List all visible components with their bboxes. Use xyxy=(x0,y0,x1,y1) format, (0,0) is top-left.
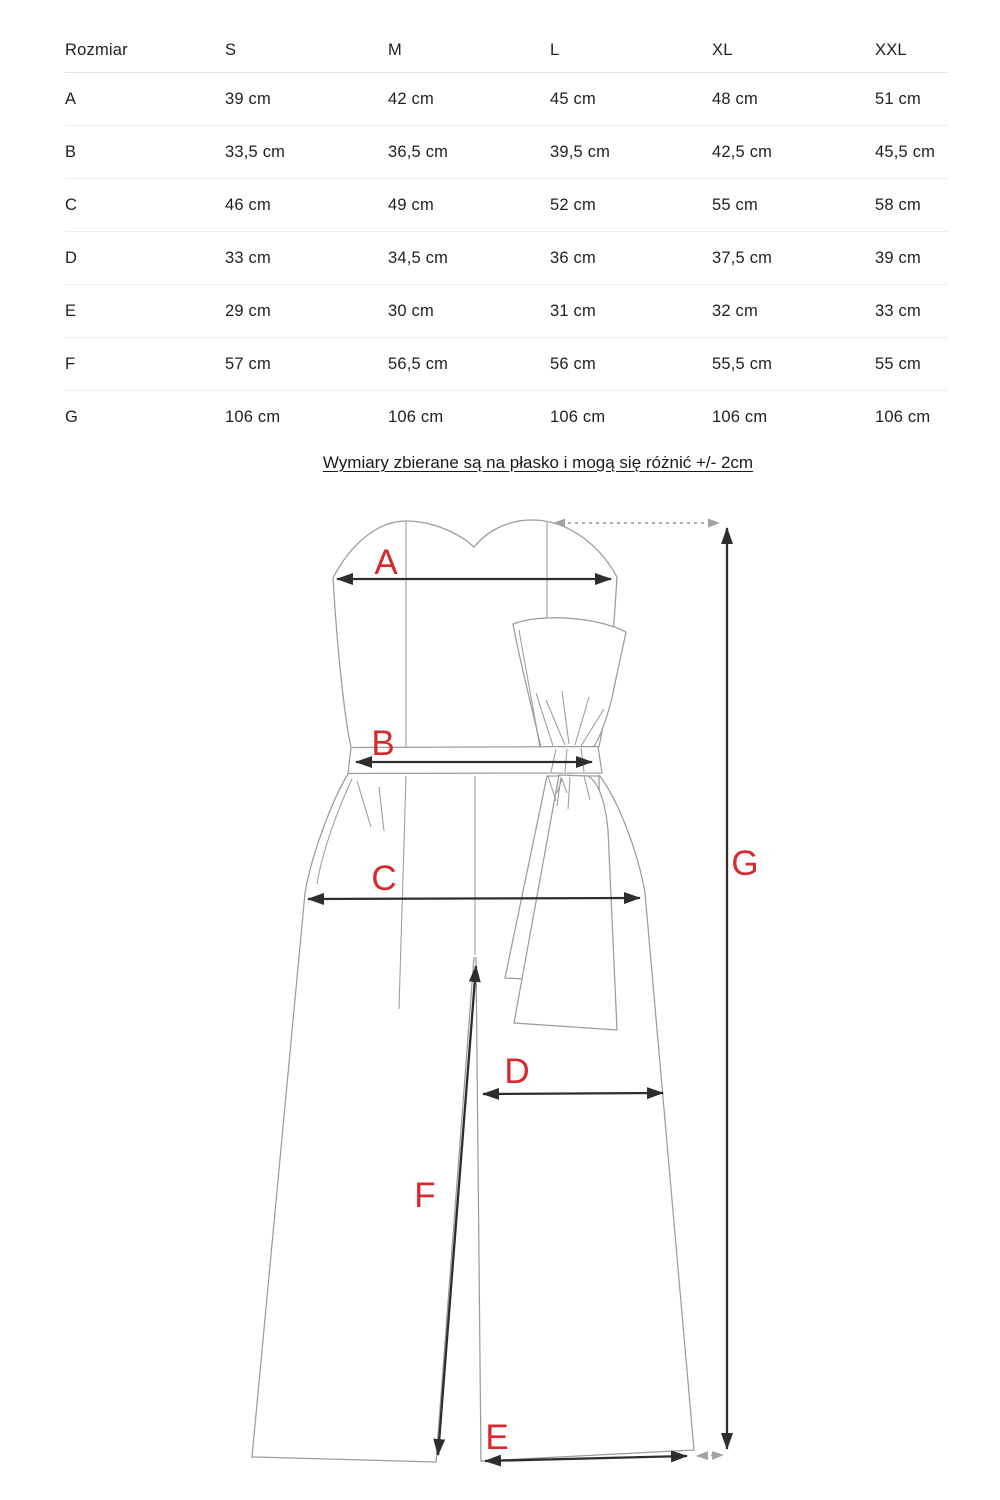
size-value: 106 cm xyxy=(388,407,444,426)
size-value: 33 cm xyxy=(225,248,271,267)
dim-label-c: C xyxy=(371,859,397,898)
size-value: 30 cm xyxy=(388,301,434,320)
size-value: 55,5 cm xyxy=(712,354,773,373)
size-value: 36,5 cm xyxy=(388,142,449,161)
row-label: A xyxy=(65,89,77,108)
size-value: 39,5 cm xyxy=(550,142,611,161)
size-value: 42 cm xyxy=(388,89,434,108)
row-label: E xyxy=(65,301,77,320)
size-value: 106 cm xyxy=(875,407,931,426)
measurement-note: Wymiary zbierane są na płasko i mogą się różnić +/- 2cm xyxy=(322,453,754,472)
size-value: 33 cm xyxy=(875,301,921,320)
size-value: 45,5 cm xyxy=(875,142,936,161)
size-value: 31 cm xyxy=(550,301,596,320)
size-value: 56,5 cm xyxy=(388,354,449,373)
row-label: C xyxy=(65,195,78,214)
size-value: 55 cm xyxy=(712,195,758,214)
row-label: B xyxy=(65,142,77,161)
size-value: 39 cm xyxy=(875,248,921,267)
size-value: 55 cm xyxy=(875,354,921,373)
size-value: 46 cm xyxy=(225,195,271,214)
size-value: 106 cm xyxy=(712,407,768,426)
row-label: G xyxy=(65,407,79,426)
dim-label-b: B xyxy=(371,724,395,763)
size-value: 29 cm xyxy=(225,301,271,320)
pants-outline xyxy=(252,774,694,1462)
arrow-f xyxy=(438,966,476,1455)
column-header-s: S xyxy=(225,40,237,59)
size-value: 52 cm xyxy=(550,195,596,214)
waist-gather-lines-left xyxy=(357,781,384,831)
dim-label-e: E xyxy=(485,1418,509,1457)
size-value: 56 cm xyxy=(550,354,596,373)
size-value: 45 cm xyxy=(550,89,596,108)
size-value: 58 cm xyxy=(875,195,921,214)
size-value: 32 cm xyxy=(712,301,758,320)
dim-label-f: F xyxy=(414,1176,436,1215)
column-header-rozmiar: Rozmiar xyxy=(65,40,128,59)
arrow-e xyxy=(485,1456,687,1461)
dim-label-d: D xyxy=(504,1052,530,1091)
size-value: 36 cm xyxy=(550,248,596,267)
row-label: F xyxy=(65,354,76,373)
dim-label-a: A xyxy=(374,543,398,582)
column-header-m: M xyxy=(388,40,402,59)
column-header-xl: XL xyxy=(712,40,733,59)
dashed-extension-bottom xyxy=(697,1455,723,1456)
size-value: 48 cm xyxy=(712,89,758,108)
size-value: 42,5 cm xyxy=(712,142,773,161)
size-value: 37,5 cm xyxy=(712,248,773,267)
size-value: 106 cm xyxy=(225,407,281,426)
row-label: D xyxy=(65,248,78,267)
size-value: 57 cm xyxy=(225,354,271,373)
size-value: 39 cm xyxy=(225,89,271,108)
dim-label-g: G xyxy=(731,844,759,883)
size-value: 34,5 cm xyxy=(388,248,449,267)
column-header-xxl: XXL xyxy=(875,40,907,59)
bow-tails xyxy=(505,775,617,1030)
column-header-l: L xyxy=(550,40,560,59)
arrow-d xyxy=(483,1093,663,1094)
size-value: 51 cm xyxy=(875,89,921,108)
arrow-c xyxy=(308,898,640,899)
size-value: 33,5 cm xyxy=(225,142,286,161)
front-seam-left xyxy=(399,776,406,1009)
size-value: 106 cm xyxy=(550,407,606,426)
size-value: 49 cm xyxy=(388,195,434,214)
